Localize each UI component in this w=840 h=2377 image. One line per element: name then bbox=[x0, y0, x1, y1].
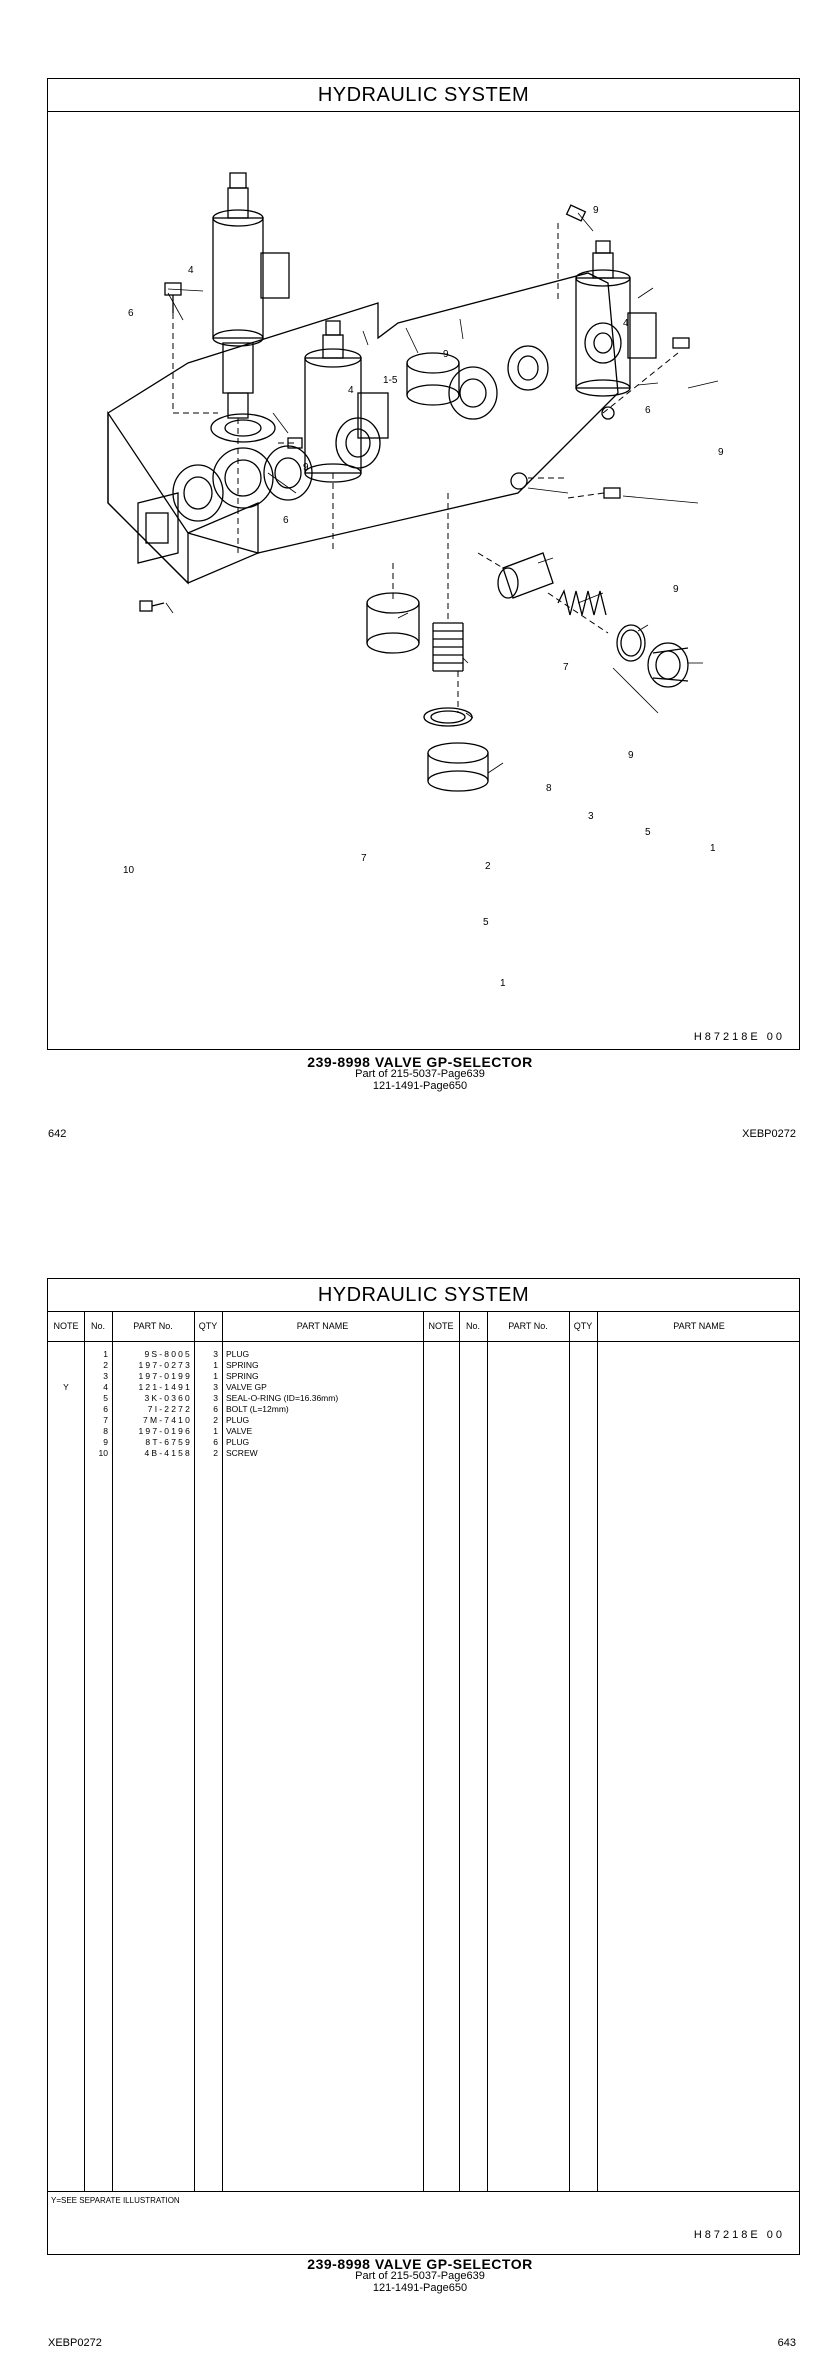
page-ref-right: XEBP0272 bbox=[742, 1128, 796, 1140]
callout-10: 10 bbox=[123, 865, 135, 876]
header-no: No. bbox=[90, 1321, 105, 1331]
row-part-no: 7M-7410 bbox=[143, 1415, 192, 1425]
row-no: 3 bbox=[103, 1371, 108, 1381]
row-part-no: 197-0273 bbox=[138, 1360, 192, 1370]
page-title: HYDRAULIC SYSTEM bbox=[317, 1284, 530, 1306]
page-number-left: 642 bbox=[48, 1128, 67, 1140]
header-no: No. bbox=[465, 1321, 480, 1331]
callout-1: 1 bbox=[710, 843, 716, 854]
col-line bbox=[222, 1311, 223, 2191]
callout-7: 7 bbox=[563, 662, 569, 673]
callout-6: 6 bbox=[128, 308, 134, 319]
caption-title: 239-8998 VALVE GP-SELECTOR bbox=[307, 1054, 533, 1070]
row-qty: 1 bbox=[213, 1360, 218, 1370]
page-ref-left: XEBP0272 bbox=[48, 2337, 102, 2349]
row-part-name: SPRING bbox=[226, 1360, 259, 1370]
drawing-code: H87218E 00 bbox=[693, 1031, 785, 1043]
row-qty: 3 bbox=[213, 1393, 218, 1403]
row-part-name: VALVE bbox=[226, 1426, 253, 1436]
callout-1: 1 bbox=[500, 978, 506, 989]
row-part-name: SPRING bbox=[226, 1371, 259, 1381]
col-line bbox=[459, 1311, 460, 2191]
footnote: Y=SEE SEPARATE ILLUSTRATION bbox=[51, 2196, 180, 2205]
row-part-no: 197-0196 bbox=[138, 1426, 192, 1436]
row-part-name: VALVE GP bbox=[226, 1382, 267, 1392]
parts-list-frame bbox=[47, 1278, 800, 2255]
callout-1-5: 1-5 bbox=[383, 375, 398, 386]
row-qty: 6 bbox=[213, 1437, 218, 1447]
title-divider bbox=[48, 111, 799, 112]
callout-5: 5 bbox=[483, 917, 489, 928]
header-qty: QTY bbox=[198, 1321, 218, 1331]
row-part-name: PLUG bbox=[226, 1415, 250, 1425]
row-part-no: 8T-6759 bbox=[145, 1437, 192, 1447]
row-no: 1 bbox=[103, 1349, 108, 1359]
callout-9: 9 bbox=[718, 447, 724, 458]
row-qty: 6 bbox=[213, 1404, 218, 1414]
page1-caption bbox=[0, 1056, 840, 1092]
row-qty: 2 bbox=[213, 1448, 218, 1458]
row-part-no: 3K-0360 bbox=[144, 1393, 192, 1403]
row-part-name: SEAL-O-RING (ID=16.36mm) bbox=[226, 1393, 339, 1403]
header-part-no: PART No. bbox=[508, 1321, 548, 1331]
caption-sub1: Part of 215-5037-Page639 bbox=[355, 2270, 485, 2282]
callout-6: 6 bbox=[283, 515, 289, 526]
callout-6: 6 bbox=[645, 405, 651, 416]
caption-sub2: 121-1491-Page650 bbox=[372, 1080, 468, 1092]
col-line bbox=[597, 1311, 598, 2191]
row-no: 5 bbox=[103, 1393, 108, 1403]
col-line bbox=[423, 1311, 424, 2191]
header-note: NOTE bbox=[53, 1321, 79, 1331]
callout-7: 7 bbox=[361, 853, 367, 864]
header-part-name: PART NAME bbox=[296, 1321, 349, 1331]
row-no: 2 bbox=[103, 1360, 108, 1370]
row-part-no: 9S-8005 bbox=[144, 1349, 192, 1359]
row-part-no: 4B-4158 bbox=[144, 1448, 192, 1458]
row-part-name: SCREW bbox=[226, 1448, 258, 1458]
callout-4: 4 bbox=[348, 385, 354, 396]
callout-9: 9 bbox=[303, 462, 309, 473]
row-qty: 1 bbox=[213, 1426, 218, 1436]
row-no: 7 bbox=[103, 1415, 108, 1425]
callout-4: 4 bbox=[188, 265, 194, 276]
callout-5: 5 bbox=[645, 827, 651, 838]
col-line bbox=[569, 1311, 570, 2191]
header-part-name: PART NAME bbox=[673, 1321, 725, 1331]
page-number-right: 643 bbox=[777, 2337, 796, 2349]
drawing-code: H87218E 00 bbox=[693, 2229, 785, 2241]
row-no: 10 bbox=[98, 1448, 108, 1458]
row-no: 8 bbox=[103, 1426, 108, 1436]
row-part-name: PLUG bbox=[226, 1437, 250, 1447]
header-qty: QTY bbox=[573, 1321, 593, 1331]
callout-4: 4 bbox=[623, 318, 629, 329]
callout-8: 8 bbox=[546, 783, 552, 794]
callout-9: 9 bbox=[443, 349, 449, 360]
page-title: HYDRAULIC SYSTEM bbox=[317, 84, 530, 106]
callout-3: 3 bbox=[588, 811, 594, 822]
row-note: Y bbox=[63, 1382, 69, 1392]
row-no: 4 bbox=[103, 1382, 108, 1392]
callout-2: 2 bbox=[485, 861, 491, 872]
row-part-no: 121-1491 bbox=[138, 1382, 192, 1392]
row-part-no: 197-0199 bbox=[138, 1371, 192, 1381]
row-no: 6 bbox=[103, 1404, 108, 1414]
row-no: 9 bbox=[103, 1437, 108, 1447]
row-part-no: 7I-2272 bbox=[147, 1404, 192, 1414]
caption-title: 239-8998 VALVE GP-SELECTOR bbox=[307, 2256, 533, 2272]
row-qty: 2 bbox=[213, 1415, 218, 1425]
page2-caption bbox=[0, 2258, 840, 2294]
valve-exploded-diagram bbox=[48, 113, 798, 1013]
row-part-name: BOLT (L=12mm) bbox=[226, 1404, 289, 1414]
illustration-frame bbox=[47, 78, 800, 1050]
caption-sub1: Part of 215-5037-Page639 bbox=[355, 1068, 485, 1080]
caption-sub2: 121-1491-Page650 bbox=[372, 2282, 468, 2294]
col-line bbox=[487, 1311, 488, 2191]
row-qty: 1 bbox=[213, 1371, 218, 1381]
row-qty: 3 bbox=[213, 1349, 218, 1359]
row-part-name: PLUG bbox=[226, 1349, 250, 1359]
callout-9: 9 bbox=[673, 584, 679, 595]
callout-9: 9 bbox=[593, 205, 599, 216]
header-part-no: PART No. bbox=[133, 1321, 173, 1331]
footer-divider bbox=[48, 2191, 799, 2192]
callout-9: 9 bbox=[628, 750, 634, 761]
header-note: NOTE bbox=[428, 1321, 454, 1331]
row-qty: 3 bbox=[213, 1382, 218, 1392]
